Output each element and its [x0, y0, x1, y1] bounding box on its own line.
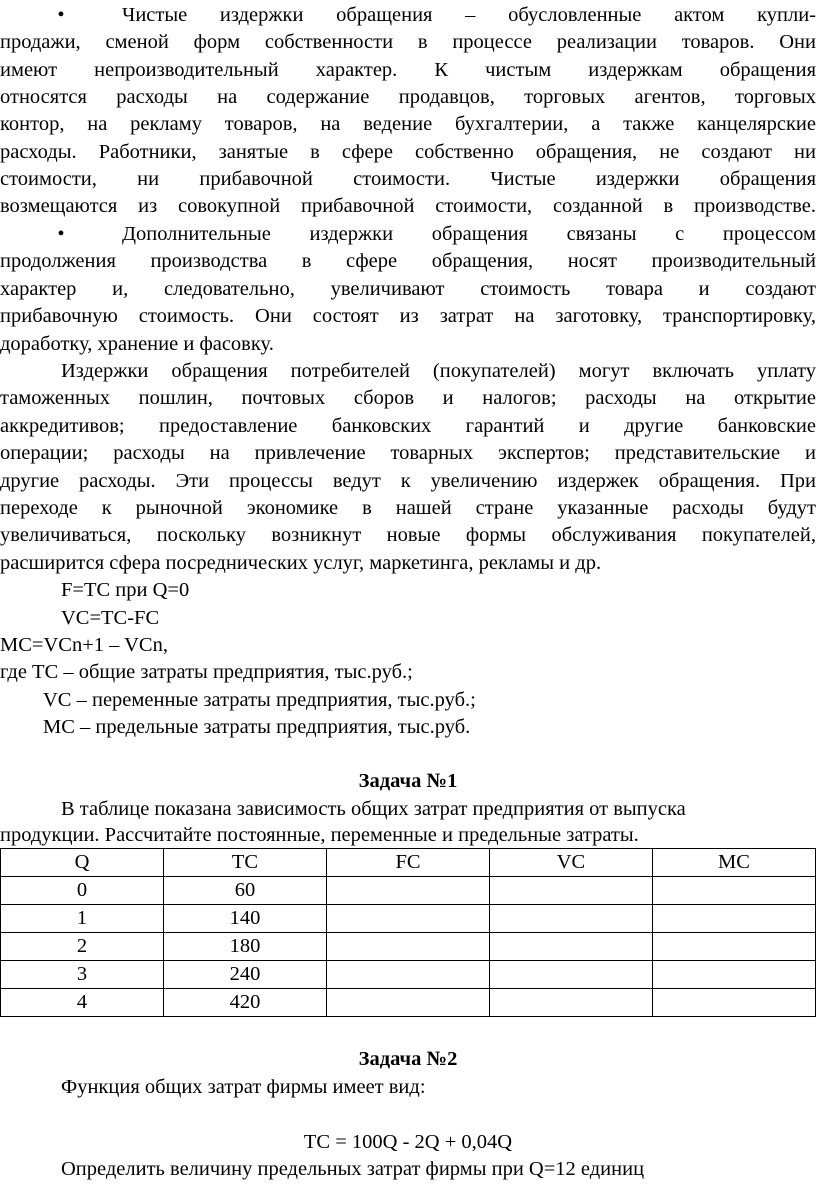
paragraph-text: операции; расходы на привлечение товарных экспертов; представительские и: [0, 442, 816, 464]
table-header-cell: VC: [490, 849, 653, 877]
definition-mc: MC – предельные затраты предприятия, тыс.руб.: [43, 716, 471, 738]
table-header-cell: MC: [653, 849, 816, 877]
table-cell: [327, 989, 490, 1017]
definition-tc: где TC – общие затраты предприятия, тыс.руб.;: [0, 661, 413, 683]
definition-vc: VC – переменные затраты предприятия, тыс.руб.;: [43, 689, 476, 711]
paragraph-text: таможенных пошлин, почтовых сборов и налогов; расходы на открытие: [0, 387, 816, 409]
table-cell: [653, 961, 816, 989]
table-cell: [490, 961, 653, 989]
paragraph-text: расширится сфера посреднических услуг, маркетинга, рекламы и др.: [0, 552, 602, 574]
task-2-question: Определить величину предельных затрат фирмы при Q=12 единиц: [61, 1158, 645, 1180]
bullet-icon: •: [57, 4, 65, 26]
table-cell: [490, 933, 653, 961]
table-header-row: [1, 849, 816, 877]
paragraph-text: прибавочную стоимость. Они состоят из затрат на заготовку, транспортировку,: [0, 305, 816, 327]
table-row: [1, 989, 816, 1017]
task-1-text: В таблице показана зависимость общих затрат предприятия от выпуска: [61, 798, 686, 820]
table-header-cell: FC: [327, 849, 490, 877]
table-cell: 4: [1, 989, 164, 1017]
paragraph-text: расходы. Работники, занятые в сфере собственно обращения, не создают ни: [0, 141, 816, 163]
table-row: [1, 961, 816, 989]
table-cell: [327, 905, 490, 933]
table-cell: [490, 989, 653, 1017]
costs-table: [0, 848, 816, 1017]
table-cell: [490, 877, 653, 905]
table-cell: 1: [1, 905, 164, 933]
paragraph-text: увеличиваться, поскольку возникнут новые формы обслуживания покупателей,: [0, 524, 816, 546]
formula-marginal-costs: MC=VCn+1 – VCn,: [0, 634, 168, 656]
formula-fixed-costs: F=TC при Q=0: [61, 579, 190, 601]
task-2-intro: Функция общих затрат фирмы имеет вид:: [61, 1076, 426, 1098]
formula-variable-costs: VC=TC-FC: [61, 607, 160, 629]
paragraph-text: другие расходы. Эти процессы ведут к увеличению издержек обращения. При: [0, 470, 816, 492]
paragraph-text: продажи, сменой форм собственности в процессе реализации товаров. Они: [0, 31, 816, 53]
table-cell: 2: [1, 933, 164, 961]
paragraph-text: имеют непроизводительный характер. К чистым издержкам обращения: [0, 59, 816, 81]
bullet-paragraph-2-line-1: [0, 221, 816, 248]
table-cell: 180: [164, 933, 327, 961]
table-row: [1, 905, 816, 933]
table-cell: 140: [164, 905, 327, 933]
paragraph-text: стоимости, ни прибавочной стоимости. Чистые издержки обращения: [0, 168, 816, 190]
table-cell: [653, 905, 816, 933]
paragraph-text: аккредитивов; предоставление банковских гарантий и другие банковские: [0, 415, 816, 437]
table-cell: [327, 933, 490, 961]
task-1-title: Задача №1: [358, 770, 458, 792]
table-row: [1, 877, 816, 905]
table-cell: [490, 905, 653, 933]
paragraph-text: возмещаются из совокупной прибавочной стоимости, созданной в производстве.: [0, 195, 816, 217]
paragraph-text: характер и, следовательно, увеличивают стоимость товара и создают: [0, 278, 816, 300]
table-header-cell: Q: [1, 849, 164, 877]
table-row: [1, 933, 816, 961]
table-cell: 60: [164, 877, 327, 905]
paragraph-text: относятся расходы на содержание продавцов, торговых агентов, торговых: [0, 86, 816, 108]
table-cell: 420: [164, 989, 327, 1017]
table-cell: 0: [1, 877, 164, 905]
paragraph-text: переходе к рыночной экономике в нашей стране указанные расходы будут: [0, 497, 816, 519]
table-cell: [653, 877, 816, 905]
table-cell: 3: [1, 961, 164, 989]
paragraph-text: продолжения производства в сфере обращения, носят производительный: [0, 250, 816, 272]
task-2-formula: TC = 100Q - 2Q + 0,04Q: [303, 1131, 513, 1153]
paragraph-text: Дополнительные издержки обращения связаны с процессом: [122, 223, 816, 245]
table-cell: [653, 933, 816, 961]
table-cell: 240: [164, 961, 327, 989]
table-cell: [327, 877, 490, 905]
bullet-paragraph-1-line-1: [0, 2, 816, 29]
bullet-icon: •: [57, 223, 65, 245]
paragraph-text: Издержки обращения потребителей (покупателей) могут включать уплату: [61, 360, 816, 382]
task-2-title: Задача №2: [358, 1048, 458, 1070]
table-cell: [327, 961, 490, 989]
paragraph-text: Чистые издержки обращения – обусловленные актом купли-: [122, 4, 816, 26]
table-cell: [653, 989, 816, 1017]
paragraph-text: доработку, хранение и фасовку.: [0, 333, 274, 355]
task-1-text: продукции. Рассчитайте постоянные, переменные и предельные затраты.: [0, 824, 639, 846]
paragraph-text: контор, на рекламу товаров, на ведение бухгалтерии, а также канцелярские: [0, 113, 816, 135]
table-header-cell: TC: [164, 849, 327, 877]
